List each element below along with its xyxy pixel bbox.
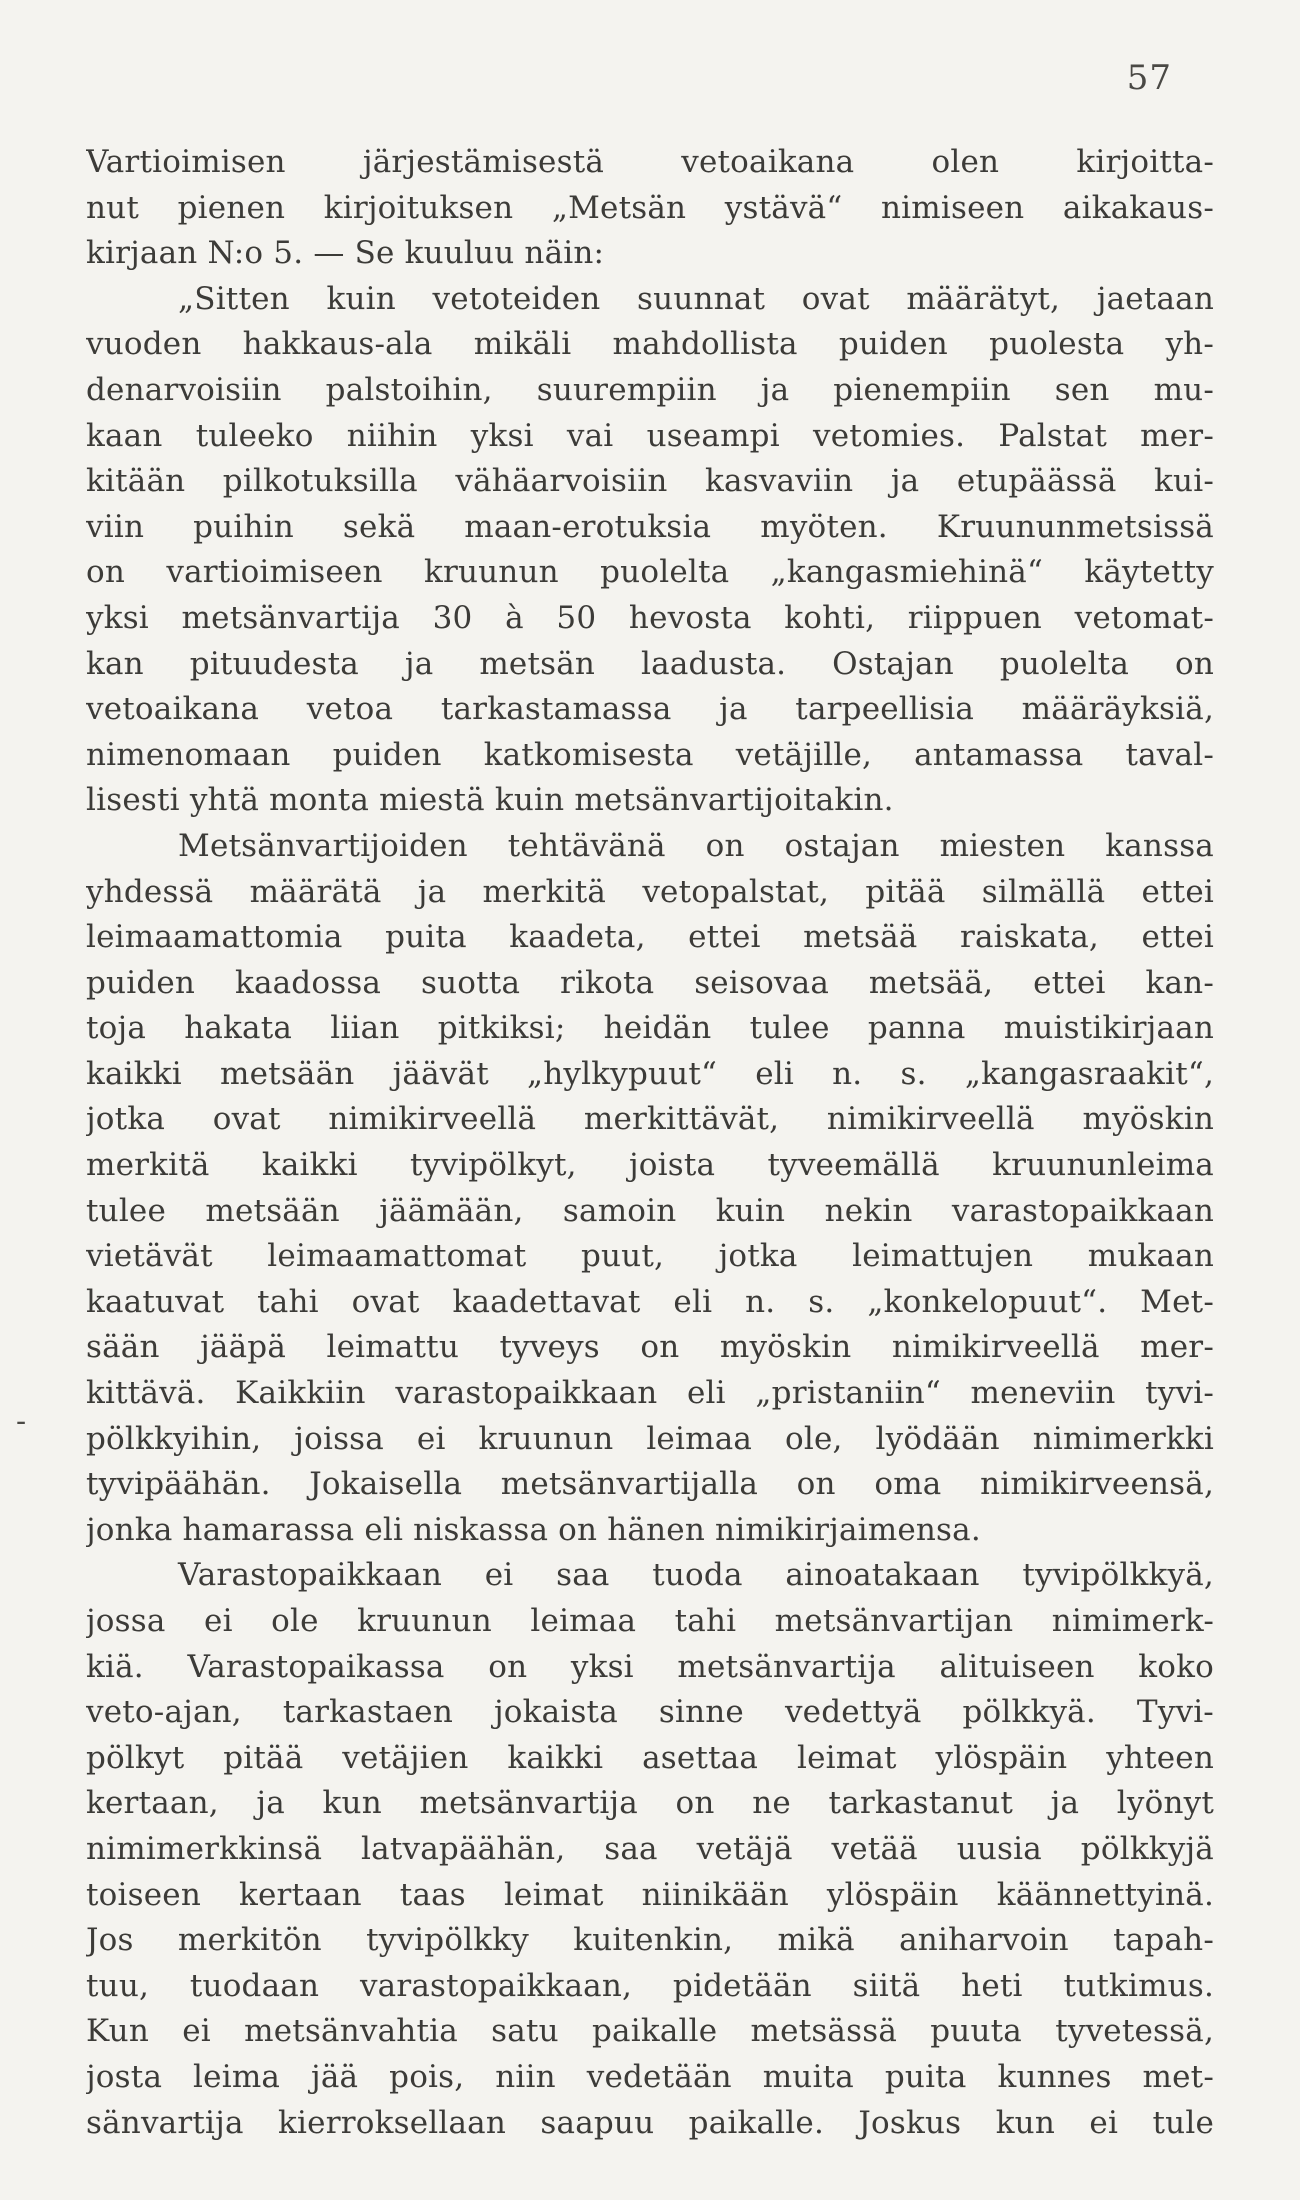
margin-mark: - (16, 1404, 27, 1439)
text-line: leimaamattomia puita kaadeta, ettei metsää raiskata, ettei (86, 919, 1214, 956)
text-line: kirjaan N:o 5. — Se kuuluu näin: (86, 235, 605, 272)
text-line: sään jääpä leimattu tyveys on myöskin nimikirveellä mer- (86, 1329, 1214, 1366)
text-line: vietävät leimaamattomat puut, jotka leimattujen mukaan (86, 1238, 1214, 1275)
text-line: puiden kaadossa suotta rikota seisovaa metsää, ettei kan- (86, 964, 1214, 1001)
text-line: josta leima jää pois, niin vedetään muita puita kunnes met- (86, 2058, 1214, 2095)
text-line: veto-ajan, tarkastaen jokaista sinne vedettyä pölkkyä. Tyvi- (86, 1694, 1214, 1731)
text-line: yksi metsänvartija 30 à 50 hevosta kohti, riippuen vetomat- (86, 599, 1214, 636)
text-line: „Sitten kuin vetoteiden suunnat ovat määrätyt, jaetaan (178, 280, 1214, 317)
text-line: pölkkyihin, joissa ei kruunun leimaa ole, lyödään nimimerkki (86, 1420, 1214, 1457)
text-line: Varastopaikkaan ei saa tuoda ainoatakaan tyvipölkkyä, (178, 1557, 1214, 1594)
text-line: vuoden hakkaus-ala mikäli mahdollista puiden puolesta yh- (86, 326, 1214, 363)
body-text (86, 140, 1214, 2146)
text-line: jotka ovat nimikirveellä merkittävät, nimikirveellä myöskin (86, 1101, 1214, 1138)
text-line: jonka hamarassa eli niskassa on hänen nimikirjaimensa. (86, 1511, 981, 1548)
text-line: denarvoisiin palstoihin, suurempiin ja pienempiin sen mu- (86, 371, 1214, 408)
text-line: yhdessä määrätä ja merkitä vetopalstat, pitää silmällä ettei (86, 873, 1214, 910)
page-number: 57 (1126, 58, 1172, 98)
text-line: Jos merkitön tyvipölkky kuitenkin, mikä aniharvoin tapah- (86, 1922, 1214, 1959)
text-line: kitään pilkotuksilla vähäarvoisiin kasvaviin ja etupäässä kui- (86, 463, 1214, 500)
text-line: jossa ei ole kruunun leimaa tahi metsänvartijan nimimerk- (86, 1603, 1214, 1639)
text-line: lisesti yhtä monta miestä kuin metsänvartijoitakin. (86, 782, 894, 819)
text-line: pölkyt pitää vetäjien kaikki asettaa leimat ylöspäin yhteen (86, 1739, 1214, 1776)
text-line: kaatuvat tahi ovat kaadettavat eli n. s. „konkelopuut“. Met- (86, 1283, 1214, 1320)
text-line: kertaan, ja kun metsänvartija on ne tarkastanut ja lyönyt (86, 1785, 1214, 1822)
text-line: kan pituudesta ja metsän laadusta. Ostajan puolelta on (86, 645, 1214, 682)
text-line: tuu, tuodaan varastopaikkaan, pidetään siitä heti tutkimus. (86, 1967, 1214, 2004)
text-line: toja hakata liian pitkiksi; heidän tulee panna muistikirjaan (86, 1010, 1214, 1047)
text-line: merkitä kaikki tyvipölkyt, joista tyveemällä kruununleima (86, 1147, 1214, 1184)
text-line: on vartioimiseen kruunun puolelta „kangasmiehinä“ käytetty (86, 554, 1214, 591)
text-line: nimenomaan puiden katkomisesta vetäjille, antamassa taval- (86, 736, 1214, 773)
text-line: tyvipäähän. Jokaisella metsänvartijalla on oma nimikirveensä, (86, 1466, 1214, 1503)
text-line: viin puihin sekä maan-erotuksia myöten. Kruununmetsissä (86, 508, 1214, 545)
text-line: Kun ei metsänvahtia satu paikalle metsässä puuta tyvetessä, (86, 2013, 1214, 2050)
text-line: kittävä. Kaikkiin varastopaikkaan eli „pristaniin“ meneviin tyvi- (86, 1375, 1214, 1412)
text-line: vetoaikana vetoa tarkastamassa ja tarpeellisia määräyksiä, (86, 691, 1214, 728)
text-line: kiä. Varastopaikassa on yksi metsänvartija alituiseen koko (86, 1648, 1214, 1685)
text-line: tulee metsään jäämään, samoin kuin nekin varastopaikkaan (86, 1192, 1214, 1229)
text-line: kaan tuleeko niihin yksi vai useampi vetomies. Palstat mer- (86, 417, 1214, 454)
text-line: Vartioimisen järjestämisestä vetoaikana olen kirjoitta- (86, 144, 1214, 180)
text-line: nut pienen kirjoituksen „Metsän ystävä“ nimiseen aikakaus- (86, 189, 1214, 226)
text-line: toiseen kertaan taas leimat niinikään ylöspäin käännettyinä. (86, 1876, 1214, 1913)
text-line: sänvartija kierroksellaan saapuu paikalle. Joskus kun ei tule (86, 2104, 1214, 2141)
text-line: kaikki metsään jäävät „hylkypuut“ eli n. s. „kangasraakit“, (86, 1055, 1214, 1092)
text-line: nimimerkkinsä latvapäähän, saa vetäjä vetää uusia pölkkyjä (86, 1830, 1214, 1867)
text-line: Metsänvartijoiden tehtävänä on ostajan miesten kanssa (178, 827, 1214, 864)
